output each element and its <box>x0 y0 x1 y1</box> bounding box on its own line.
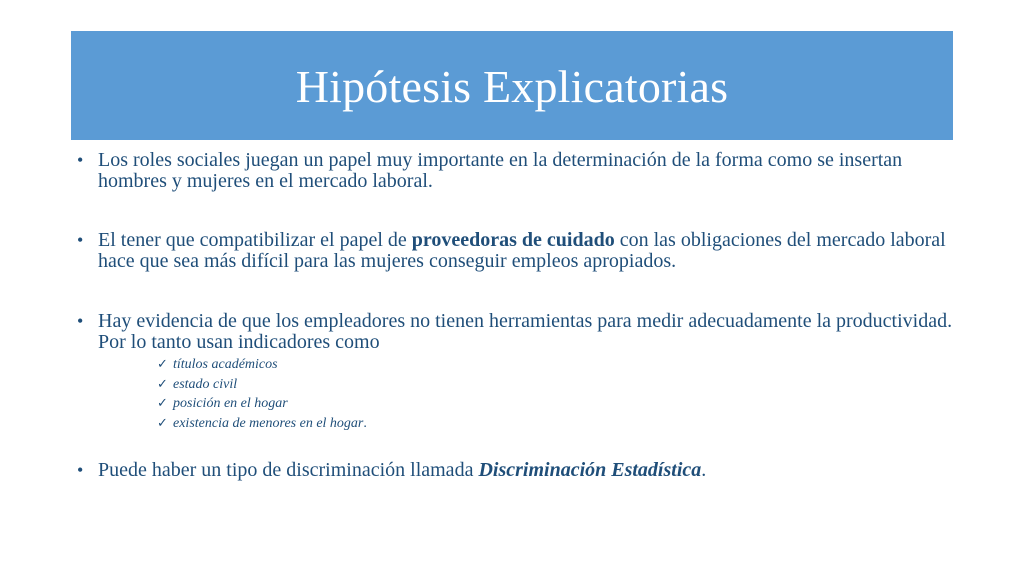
bullet-dot-icon: • <box>77 311 84 331</box>
checklist-item <box>157 355 367 375</box>
checklist-item-label: posición en el hogar <box>173 396 288 411</box>
slide-title: Hipótesis Explicatorias <box>295 61 729 112</box>
checklist-item <box>157 375 367 395</box>
bullet-text-end: con las obligaciones del mercado laboral hace que sea más difícil para las mujeres conseguir empleos apropiados. <box>98 229 946 272</box>
checkmark-icon: ✓ <box>157 376 168 392</box>
title-banner <box>71 31 953 140</box>
checkmark-icon: ✓ <box>157 415 168 431</box>
bullet-emphasis: Discriminación Estadística <box>478 459 702 481</box>
bullet-text-start: Puede haber un tipo de discriminación llamada <box>98 459 479 481</box>
bullet-roles-sociales <box>77 150 968 192</box>
checkmark-icon: ✓ <box>157 357 168 372</box>
bullet-discriminacion <box>77 460 968 481</box>
checklist-item-label: existencia de menores en el hogar <box>173 415 364 431</box>
bullet-dot-icon: • <box>77 460 84 480</box>
bullet-text-end: . <box>701 459 707 481</box>
bullet-text-start: El tener que compatibilizar el papel de <box>98 229 412 251</box>
bullet-evidencia <box>77 311 968 353</box>
checkmark-icon: ✓ <box>157 396 168 411</box>
bullet-dot-icon: • <box>77 230 84 250</box>
checklist-suffix: . <box>363 415 367 431</box>
checklist-item <box>157 394 367 414</box>
checklist-item-label: títulos académicos <box>173 357 278 372</box>
bullet-compatibilizar <box>77 230 968 272</box>
bullet-text: Hay evidencia de que los empleadores no tienen herramientas para medir adecuadamente la productividad. Por lo tanto usan indicadores como <box>98 310 953 353</box>
bullet-dot-icon: • <box>77 150 84 170</box>
bullet-text: Los roles sociales juegan un papel muy importante en la determinación de la forma como se insertan hombres y mujeres en el mercado laboral. <box>98 149 903 192</box>
bullet-emphasis: proveedoras de cuidado <box>411 229 615 251</box>
indicator-checklist <box>157 355 367 433</box>
checklist-item <box>157 414 367 434</box>
checklist-item-label: estado civil <box>173 376 238 392</box>
